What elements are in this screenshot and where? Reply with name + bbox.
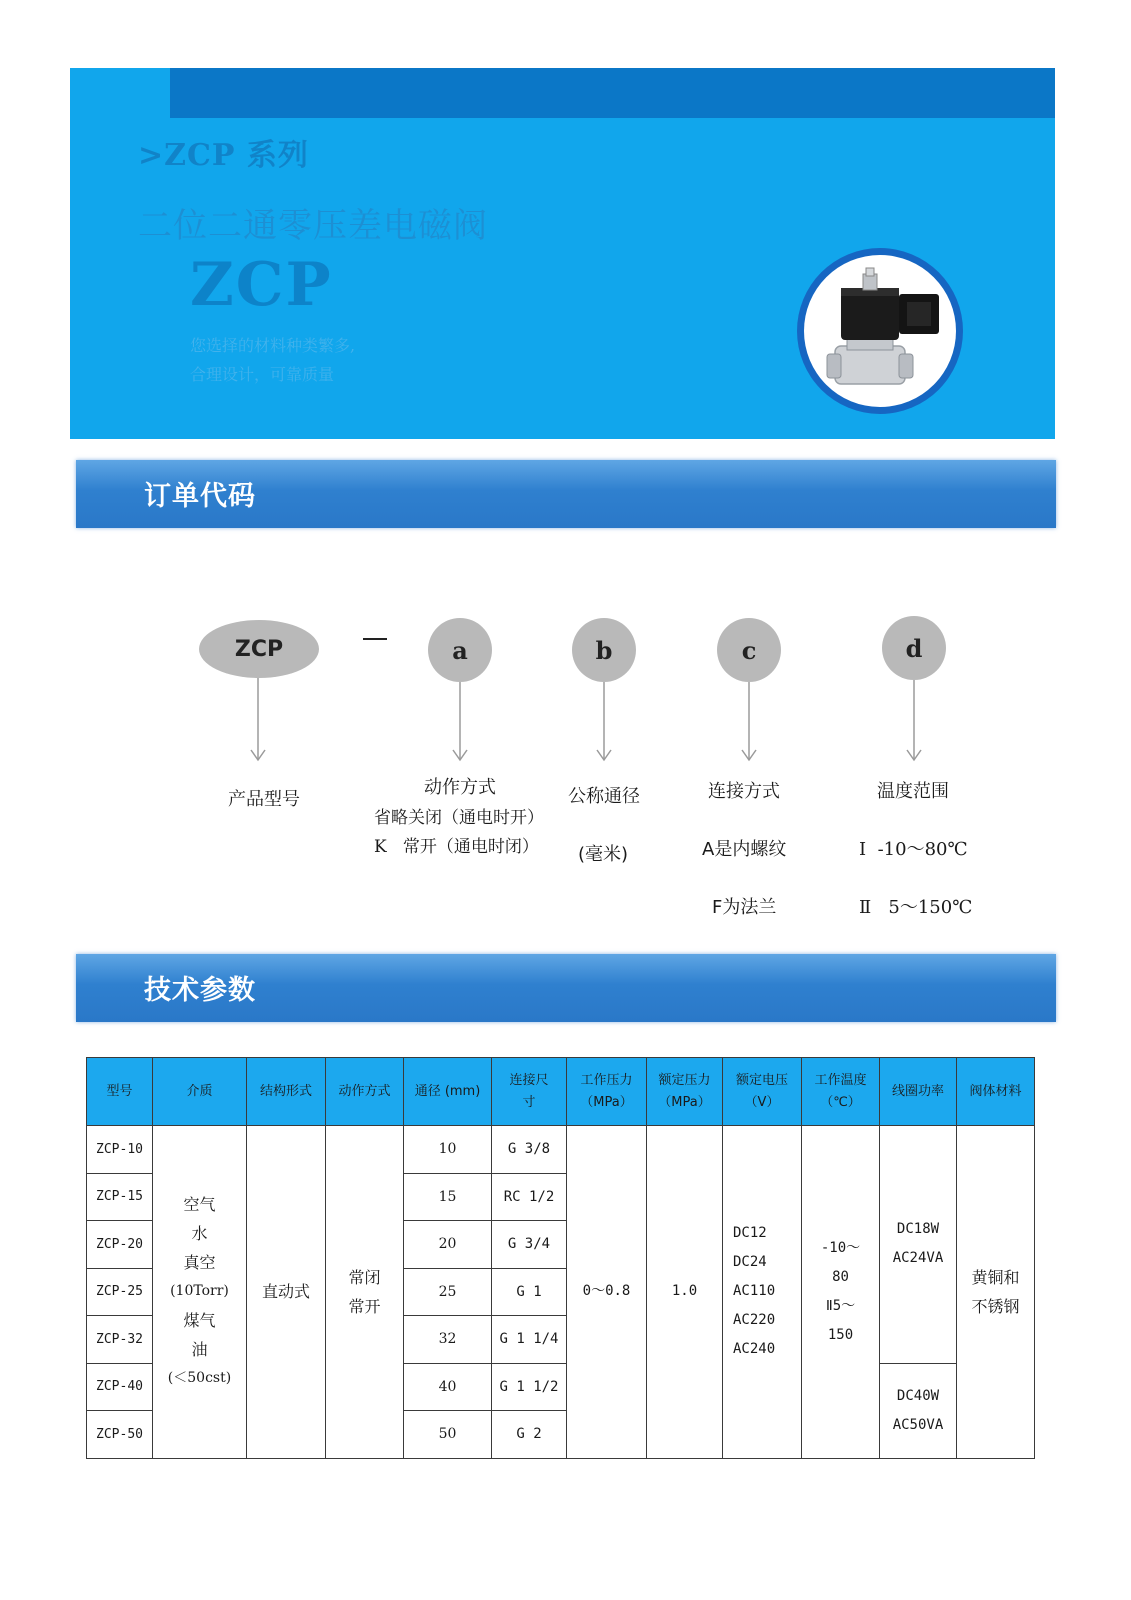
code-oval-a <box>428 618 492 682</box>
cell-bore: 50 <box>404 1411 492 1459</box>
section-title-tech-params: 技术参数 <box>144 975 256 1006</box>
medium-vacuum-note: (10Torr) <box>170 1283 229 1300</box>
solenoid-valve-photo <box>795 246 965 416</box>
action-title: 动作方式 <box>424 777 496 798</box>
code-dash <box>363 638 387 640</box>
table-row <box>87 1126 1035 1174</box>
code-model: ZCP <box>234 636 284 662</box>
table-header-row <box>87 1058 1035 1126</box>
code-a: a <box>452 635 468 665</box>
temperature-range-1-value: -10～80℃ <box>877 839 968 860</box>
header-structure: 结构形式 <box>247 1058 326 1126</box>
header-size <box>492 1058 567 1126</box>
bore-unit: (毫米) <box>578 844 629 865</box>
temperature-range-1 <box>859 835 968 861</box>
order-code-arrows <box>0 600 1131 780</box>
medium-oil-note: (＜50cst) <box>167 1370 232 1387</box>
cell-model: ZCP-32 <box>87 1316 153 1364</box>
code-oval-c <box>717 618 781 682</box>
cell-size: G 3/8 <box>492 1126 567 1174</box>
section-bar-order-code <box>76 460 1056 528</box>
action-option-k-text: 常开（通电时闭） <box>402 837 539 857</box>
body-brass: 黄铜和 <box>971 1267 1020 1287</box>
cell-bore: 20 <box>404 1221 492 1269</box>
coil-dc18w: DC18W <box>896 1221 940 1238</box>
series-title: >ZCP 系列 <box>138 138 309 173</box>
cell-size: G 3/4 <box>492 1221 567 1269</box>
coil-dc40w: DC40W <box>896 1387 940 1404</box>
action-option-default: 省略关闭（通电时开） <box>374 808 544 828</box>
header-rated-pressure <box>647 1058 723 1126</box>
cell-model: ZCP-40 <box>87 1363 153 1411</box>
medium-gas: 煤气 <box>183 1311 216 1331</box>
cell-bore: 32 <box>404 1316 492 1364</box>
cell-temperature <box>802 1126 880 1459</box>
header-model: 型号 <box>87 1058 153 1126</box>
header-temperature-line-1: 工作温度 <box>814 1072 867 1088</box>
header-voltage-line-1: 额定电压 <box>735 1072 788 1088</box>
cell-size: RC 1/2 <box>492 1173 567 1221</box>
temperature-range-2-value: 5～150℃ <box>888 897 973 918</box>
code-b: b <box>595 635 613 665</box>
code-oval-b <box>572 618 636 682</box>
header-coil: 线圈功率 <box>880 1058 957 1126</box>
header-work-pressure-line-1: 工作压力 <box>580 1072 633 1088</box>
body-stainless: 不锈钢 <box>971 1296 1020 1316</box>
code-c: c <box>741 635 757 665</box>
cell-bore: 25 <box>404 1268 492 1316</box>
action-no: 常开 <box>348 1296 381 1316</box>
bore-title: 公称通径 <box>568 786 640 807</box>
cell-size: G 1 1/4 <box>492 1316 567 1364</box>
cell-size: G 2 <box>492 1411 567 1459</box>
model-title: ZCP <box>190 250 333 320</box>
header-rated-pressure-line-2: （MPa） <box>658 1094 711 1110</box>
cell-rated-pressure: 1.0 <box>647 1126 723 1459</box>
cell-structure: 直动式 <box>247 1126 326 1459</box>
header-size-line-2: 寸 <box>522 1094 536 1110</box>
cell-bore: 10 <box>404 1126 492 1174</box>
voltage-ac110: AC110 <box>733 1283 776 1300</box>
voltage-dc24: DC24 <box>733 1254 767 1271</box>
tagline-line-1: 您选择的材料种类繁多, <box>190 336 356 355</box>
temperature-title: 温度范围 <box>877 781 949 802</box>
coil-ac24va: AC24VA <box>892 1250 944 1267</box>
model-label: 产品型号 <box>228 789 300 810</box>
temperature-line-4: 150 <box>827 1326 854 1343</box>
header-voltage-line-2: （V） <box>744 1094 780 1110</box>
code-oval-d <box>882 616 946 680</box>
code-oval-model <box>199 620 319 678</box>
header-bore: 通径 (mm) <box>404 1058 492 1126</box>
connection-title: 连接方式 <box>708 781 780 802</box>
connection-option-a: A是内螺纹 <box>702 839 787 860</box>
cell-voltage <box>723 1126 802 1459</box>
header-temperature-line-2: （℃） <box>820 1094 861 1110</box>
cell-action <box>326 1126 404 1459</box>
cell-model: ZCP-20 <box>87 1221 153 1269</box>
cell-body-material <box>957 1126 1035 1459</box>
action-option-k <box>374 832 539 857</box>
coil-ac50va: AC50VA <box>892 1416 944 1433</box>
medium-air: 空气 <box>183 1195 216 1215</box>
header-body: 阀体材料 <box>957 1058 1035 1126</box>
medium-vacuum: 真空 <box>183 1253 216 1273</box>
connection-option-f: F为法兰 <box>712 897 777 918</box>
medium-water: 水 <box>191 1224 208 1244</box>
header-size-line-1: 连接尺 <box>509 1072 549 1088</box>
header-rated-pressure-line-1: 额定压力 <box>658 1072 711 1088</box>
cell-bore: 40 <box>404 1363 492 1411</box>
cell-coil-large <box>880 1363 957 1458</box>
hero-top-strip <box>170 68 1055 118</box>
cell-medium <box>153 1126 247 1459</box>
temperature-line-3: Ⅱ5～ <box>825 1297 856 1314</box>
voltage-ac220: AC220 <box>733 1312 776 1329</box>
cell-size: G 1 <box>492 1268 567 1316</box>
header-voltage <box>723 1058 802 1126</box>
cell-model: ZCP-10 <box>87 1126 153 1174</box>
cell-coil-small <box>880 1126 957 1364</box>
section-title-order-code: 订单代码 <box>144 481 256 512</box>
header-work-pressure-line-2: （MPa） <box>580 1094 633 1110</box>
medium-oil: 油 <box>191 1340 208 1360</box>
section-bar-tech-params <box>76 954 1056 1022</box>
temperature-range-2 <box>859 893 972 919</box>
cell-model: ZCP-50 <box>87 1411 153 1459</box>
header-work-pressure <box>567 1058 647 1126</box>
voltage-ac240: AC240 <box>733 1341 776 1358</box>
hero-banner <box>70 68 1055 439</box>
temperature-line-1: -10～ <box>820 1239 861 1256</box>
code-d: d <box>905 633 923 663</box>
voltage-dc12: DC12 <box>733 1225 767 1242</box>
cell-bore: 15 <box>404 1173 492 1221</box>
tech-params-table <box>86 1057 1035 1459</box>
cell-model: ZCP-25 <box>87 1268 153 1316</box>
cell-work-pressure: 0～0.8 <box>567 1126 647 1459</box>
cell-size: G 1 1/2 <box>492 1363 567 1411</box>
action-nc: 常闭 <box>348 1267 381 1287</box>
header-action: 动作方式 <box>326 1058 404 1126</box>
temperature-range-2-key: Ⅱ <box>859 897 872 918</box>
header-temperature <box>802 1058 880 1126</box>
action-key-k: K <box>374 837 387 857</box>
temperature-range-1-key: Ⅰ <box>859 839 867 860</box>
header-medium: 介质 <box>153 1058 247 1126</box>
cell-model: ZCP-15 <box>87 1173 153 1221</box>
tagline-line-2: 合理设计，可靠质量 <box>190 365 335 384</box>
valve-name: 二位二通零压差电磁阀 <box>138 206 488 246</box>
order-code-diagram <box>0 600 1131 940</box>
temperature-line-2: 80 <box>832 1268 849 1285</box>
